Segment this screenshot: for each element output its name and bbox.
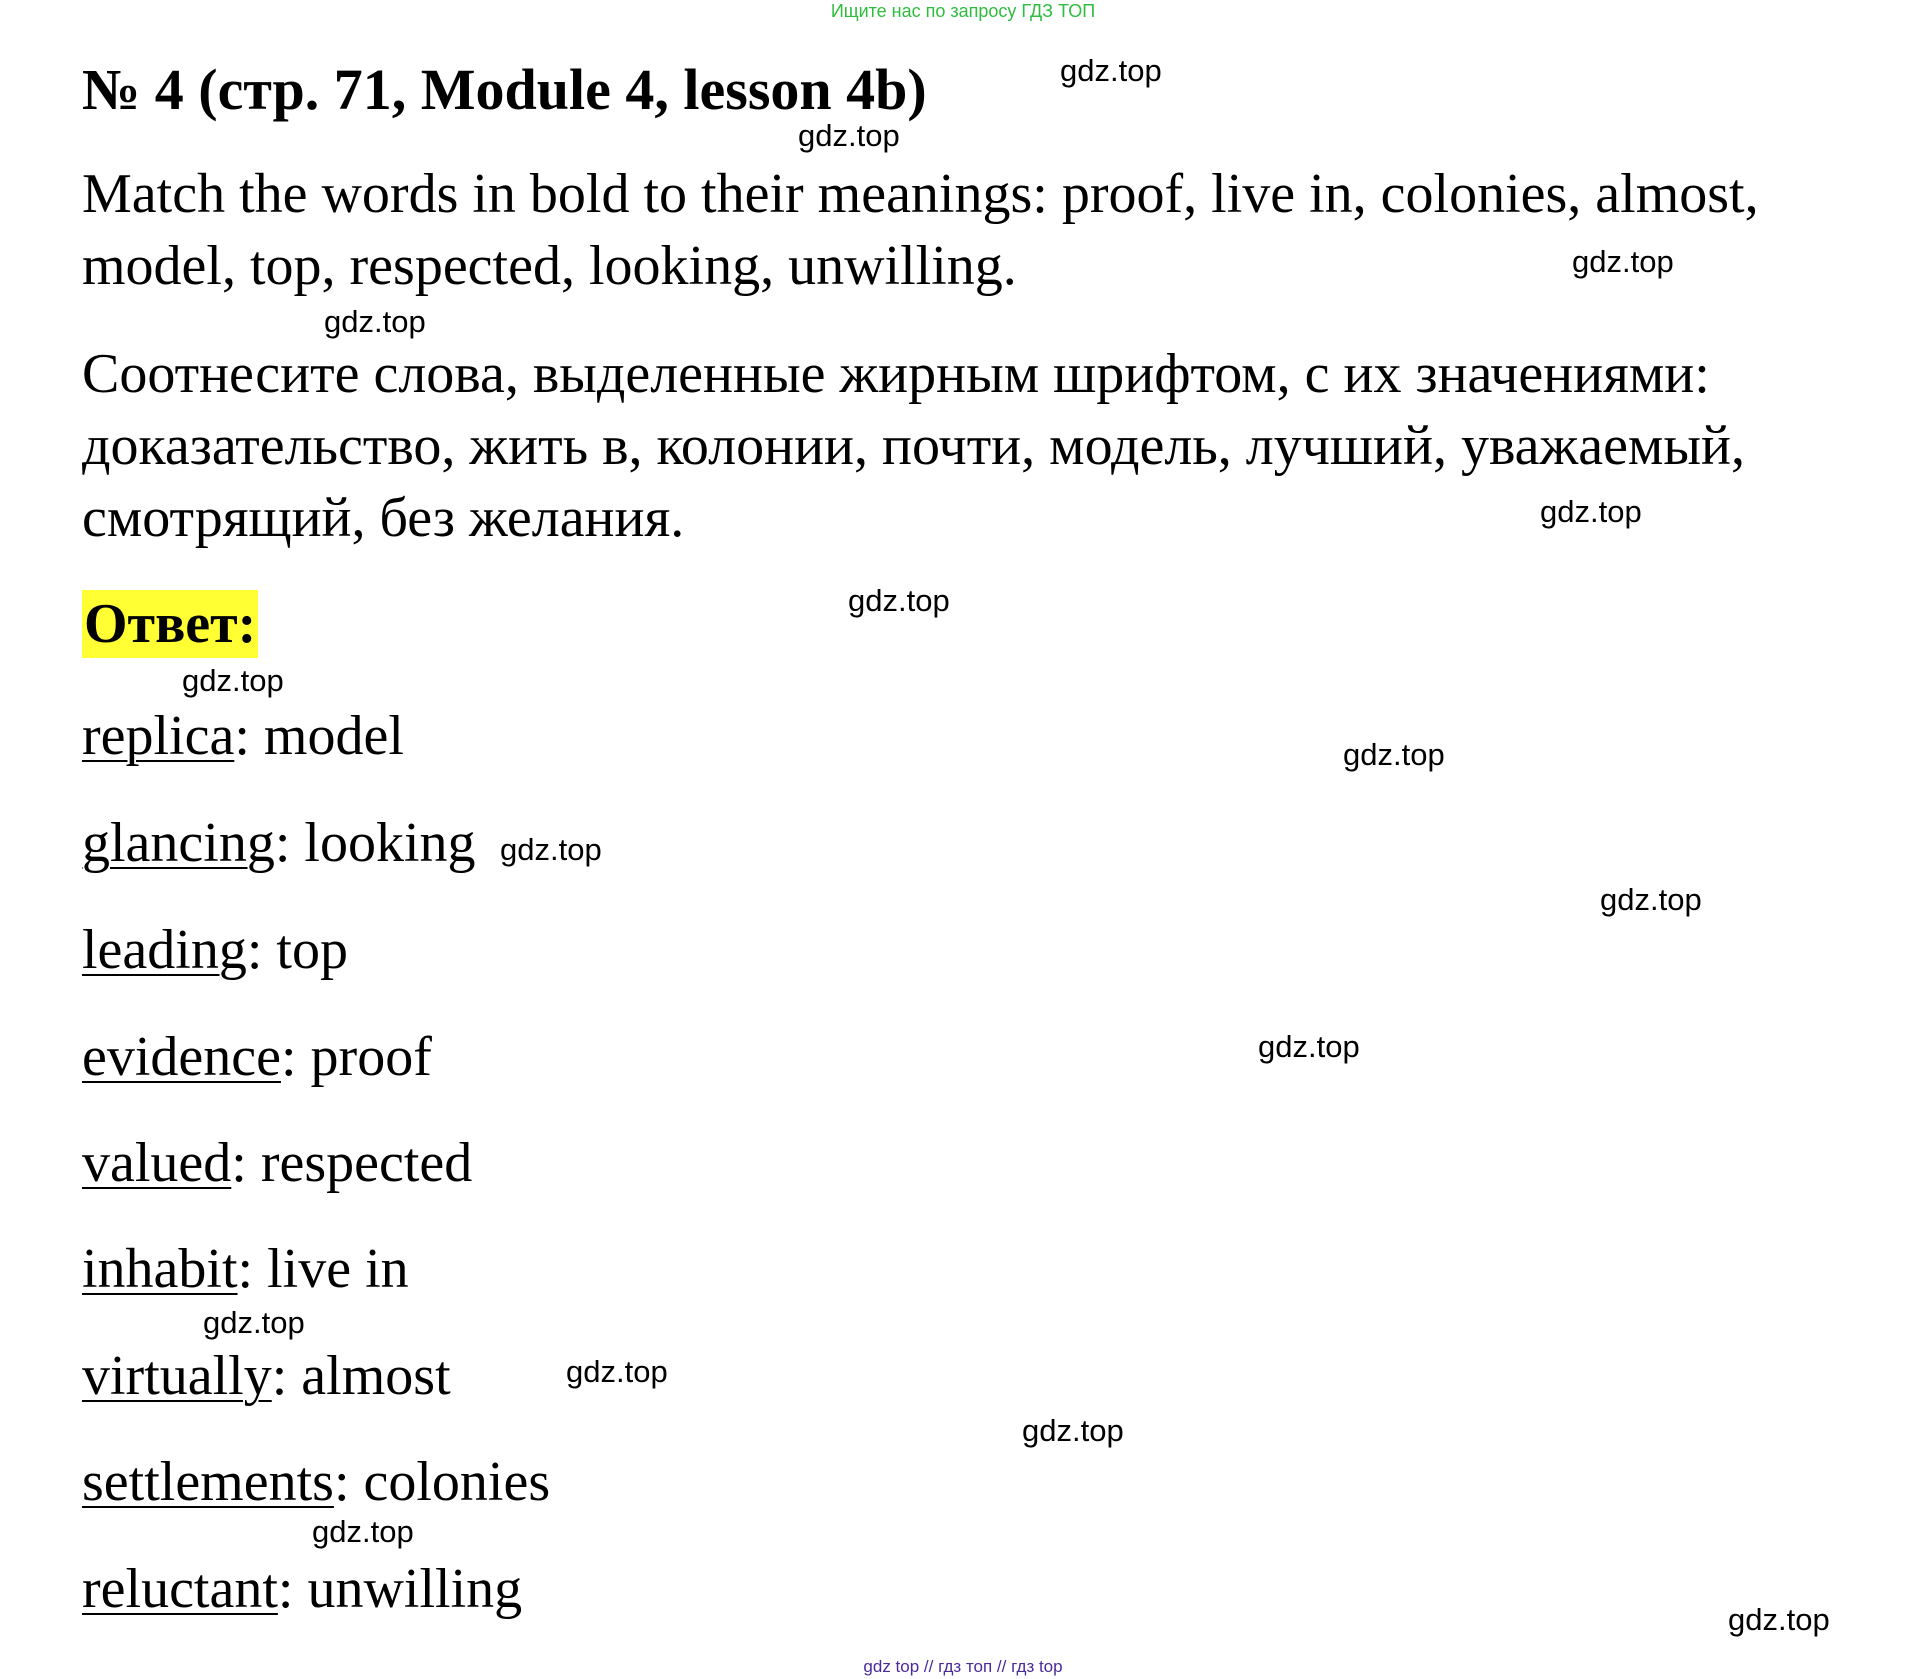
answer-word: virtually	[82, 1345, 272, 1407]
answer-row	[82, 703, 404, 769]
answer-word: reluctant	[82, 1558, 278, 1620]
answer-row	[82, 917, 348, 983]
answer-word: inhabit	[82, 1238, 238, 1300]
watermark: gdz.top	[1343, 737, 1445, 772]
answer-row	[82, 1024, 432, 1090]
watermark: gdz.top	[324, 304, 426, 339]
watermark: gdz.top	[1728, 1602, 1830, 1637]
answer-word: valued	[82, 1132, 232, 1194]
watermark: gdz.top	[500, 832, 602, 867]
task-text-russian: Соотнесите слова, выделенные жирным шрифтом, с их значениями: доказательство, жить в, колонии, почти, модель, лучший, уважаемый, смотрящий, без желания.	[82, 343, 1745, 549]
answer-meaning: : unwilling	[277, 1558, 523, 1620]
answer-meaning: : almost	[271, 1345, 451, 1407]
answer-meaning: : top	[246, 919, 348, 981]
answer-meaning: : colonies	[333, 1451, 551, 1513]
answer-word: replica	[82, 705, 235, 767]
top-banner: Ищите нас по запросу ГДЗ ТОП	[830, 1, 1096, 21]
watermark: gdz.top	[312, 1514, 414, 1549]
watermark: gdz.top	[1540, 494, 1642, 529]
answer-meaning: : looking	[274, 812, 476, 874]
answer-row	[82, 1343, 451, 1409]
watermark: gdz.top	[1600, 882, 1702, 917]
watermark: gdz.top	[848, 583, 950, 618]
answer-meaning: : live in	[237, 1238, 409, 1300]
answer-row	[82, 810, 476, 876]
answer-row	[82, 1556, 522, 1622]
watermark: gdz.top	[1022, 1413, 1124, 1448]
answer-word: settlements	[82, 1451, 334, 1513]
answer-word: evidence	[82, 1026, 281, 1088]
answer-row	[82, 1449, 550, 1515]
task-text-english: Match the words in bold to their meanings: proof, live in, colonies, almost, model, top, respected, looking, unwilling.	[82, 163, 1759, 297]
watermark: gdz.top	[566, 1354, 668, 1389]
answer-meaning: : respected	[231, 1132, 473, 1194]
answer-label: Ответ:	[82, 590, 258, 658]
answer-meaning: : proof	[280, 1026, 432, 1088]
watermark: gdz.top	[1258, 1029, 1360, 1064]
answer-row	[82, 1130, 472, 1196]
page-title: № 4 (стр. 71, Module 4, lesson 4b)	[82, 57, 927, 122]
watermark: gdz.top	[1060, 53, 1162, 88]
answer-meaning: : model	[234, 705, 404, 767]
answer-row	[82, 1236, 409, 1302]
answer-word: leading	[82, 919, 247, 981]
answer-word: glancing	[82, 812, 275, 874]
watermark: gdz.top	[1572, 244, 1674, 279]
watermark: gdz.top	[798, 118, 900, 153]
watermark: gdz.top	[182, 663, 284, 698]
footer: gdz top // гдз топ // гдз top	[863, 1657, 1063, 1676]
watermark: gdz.top	[203, 1305, 305, 1340]
